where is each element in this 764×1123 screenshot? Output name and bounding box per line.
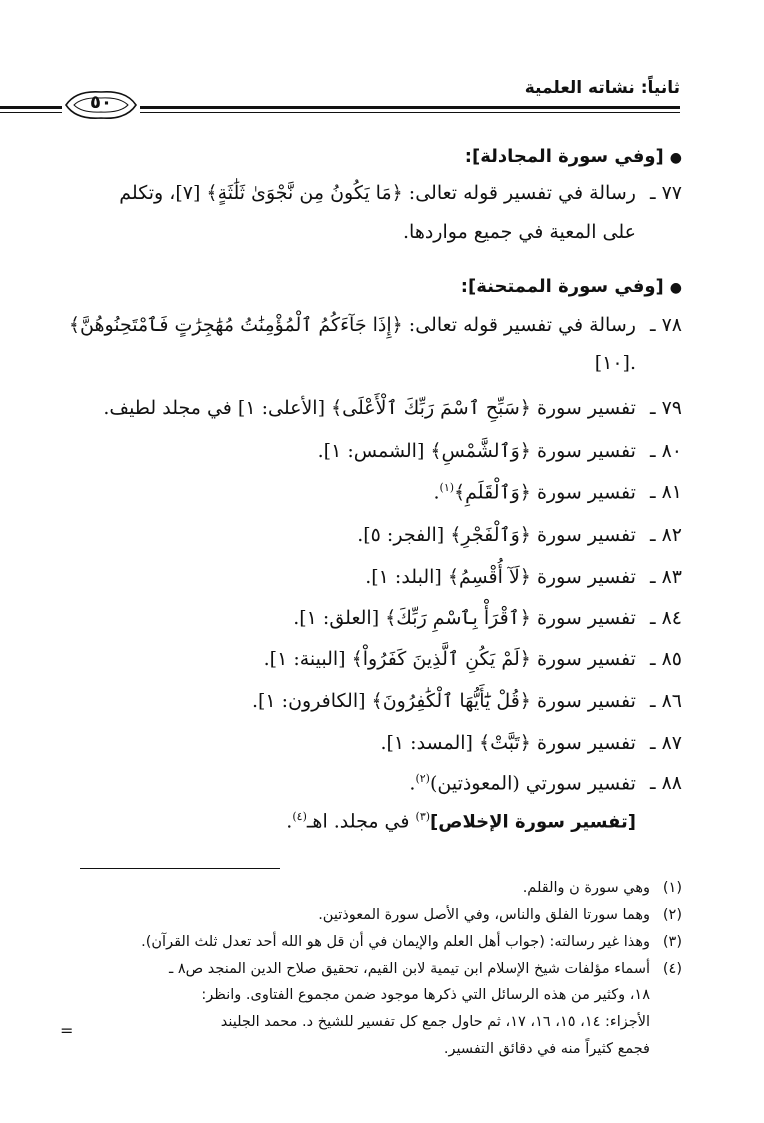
footnote (141, 934, 682, 950)
item-text: تفسير سورة ﴿ٱقْرَأْ بِٱسْمِ رَبِّكَ﴾ [العلق: ١]. (293, 607, 636, 629)
item-number: ٨٨ ـ (649, 772, 682, 795)
item-text: رسالة في تفسير قوله تعالى: ﴿إِذَا جَآءَكُمُ ٱلْمُؤْمِنَٰتُ مُهَٰجِرَٰتٍ فَٱمْتَحِنُوهُنَّ﴾ (68, 314, 636, 336)
item-text: تفسير سورة ﴿قُلْ يَٰٓأَيُّهَا ٱلْكَٰفِرُونَ﴾ [الكافرون: ١]. (251, 690, 636, 712)
footnote-ref: (٣) (415, 810, 431, 823)
closing-text: في مجلد. اهـ (306, 810, 416, 833)
footnote (318, 907, 682, 923)
section-heading-text: [وفي سورة المجادلة]: (464, 146, 664, 167)
footnote-text: وهذا غير رسالته: (جواب أهل العلم والإيمان في أن قل هو الله أحد تعدل ثلث القرآن). (141, 934, 650, 950)
item-number: ٨٦ ـ (649, 690, 682, 712)
footnote-text: وهي سورة ن والقلم. (522, 880, 650, 896)
footnote-number: (٣) (662, 934, 682, 950)
footnote-text: ١٨، وكثير من هذه الرسائل التي ذكرها موجود ضمن مجموع الفتاوى. وانظر: (201, 987, 650, 1003)
list-item (252, 690, 682, 712)
item-number: ٨٣ ـ (649, 566, 682, 588)
footnote-text: فجمع كثيراً منه في دقائق التفسير. (443, 1041, 650, 1057)
list-item (264, 648, 682, 670)
item-78-line-1 (69, 314, 682, 336)
list-item (380, 732, 682, 754)
item-text: .[١٠] (594, 352, 636, 374)
footnote (169, 961, 682, 977)
item-number: ٧٨ ـ (649, 314, 682, 336)
header-rule-left (0, 106, 62, 113)
footnote-ref: (١) (439, 481, 455, 494)
footnote-text: أسماء مؤلفات شيخ الإسلام ابن تيمية لابن القيم، تحقيق صلاح الدين المنجد ص٨ ـ (168, 961, 650, 977)
running-title: ثانياً: نشاته العلمية (524, 78, 680, 98)
footnote-number: (٢) (662, 907, 682, 923)
item-text: تفسير سورة ﴿لَمْ يَكُنِ ٱلَّذِينَ كَفَرُواْ﴾ [البينة: ١]. (263, 648, 636, 670)
footnote (444, 1041, 682, 1057)
list-item (433, 481, 682, 503)
footnote-separator (80, 868, 280, 869)
list-item (409, 772, 682, 794)
footnote (523, 880, 682, 896)
page-number-ornament (62, 86, 140, 124)
section-heading (465, 146, 682, 167)
footnote-ref: (٤) (292, 810, 307, 823)
item-number: ٨١ ـ (649, 481, 682, 504)
item-text: تفسير سورة ﴿وَٱلْفَجْرِ﴾ [الفجر: ٥]. (357, 524, 636, 546)
section-heading (461, 276, 682, 297)
page-number: ٥٠ (90, 92, 112, 113)
item-77-line-1 (119, 182, 682, 204)
item-text: تفسير سورة ﴿وَٱلشَّمْسِ﴾ [الشمس: ١]. (317, 440, 636, 462)
item-78-line-2 (595, 352, 636, 374)
item-text-tail: . (433, 481, 440, 504)
list-item (103, 397, 682, 419)
footnote (221, 1014, 682, 1030)
list-item (357, 524, 682, 546)
item-number: ٨٧ ـ (649, 732, 682, 754)
item-number: ٨٢ ـ (649, 524, 682, 546)
list-item (293, 607, 682, 629)
item-text: تفسير سورة ﴿وَٱلْقَلَمِ﴾ (454, 481, 636, 504)
closing-tail: . (286, 810, 293, 833)
margin-mark: = (60, 1021, 74, 1040)
item-text: رسالة في تفسير قوله تعالى: ﴿مَا يَكُونُ مِن نَّجْوَىٰ ثَلَٰثَةٍ﴾ [٧]، وتكلم (119, 182, 636, 204)
item-text-tail: . (409, 772, 416, 795)
section-heading-text: [وفي سورة الممتحنة]: (460, 276, 664, 297)
footnote-number: (٤) (662, 961, 682, 977)
footnote-text: الأجزاء: ١٤، ١٥، ١٦، ١٧، ثم حاول جمع كل تفسير للشيخ د. محمد الجليند (220, 1014, 650, 1030)
item-77-line-2 (403, 221, 636, 243)
bullet-icon: ● (669, 280, 682, 296)
item-number: ٧٩ ـ (649, 397, 682, 419)
item-number: ٨٥ ـ (649, 648, 682, 670)
closing-bold-text: [تفسير سورة الإخلاص] (430, 811, 636, 833)
bullet-icon: ● (669, 150, 682, 166)
header-rule (80, 106, 680, 113)
item-number: ٧٧ ـ (649, 182, 682, 204)
closing-line (286, 810, 636, 832)
item-text: تفسير سورة ﴿لَآ أُقْسِمُ﴾ [البلد: ١]. (365, 566, 636, 588)
item-text: تفسير سورة ﴿تَبَّتْ﴾ [المسد: ١]. (380, 732, 636, 754)
footnote (201, 987, 682, 1003)
item-text: تفسير سورتي (المعوذتين) (429, 772, 636, 795)
footnote-number: (١) (662, 880, 682, 896)
item-text: على المعية في جميع مواردها. (402, 221, 636, 243)
item-number: ٨٠ ـ (649, 440, 682, 462)
item-number: ٨٤ ـ (649, 607, 682, 629)
list-item (365, 566, 682, 588)
footnote-ref: (٢) (415, 772, 430, 785)
footnote-text: وهما سورتا الفلق والناس، وفي الأصل سورة المعوذتين. (318, 907, 650, 923)
list-item (318, 440, 682, 462)
item-text: تفسير سورة ﴿سَبِّحِ ٱسْمَ رَبِّكَ ٱلْأَعْلَى﴾ [الأعلى: ١] في مجلد لطيف. (103, 397, 636, 419)
page-header (80, 72, 680, 122)
